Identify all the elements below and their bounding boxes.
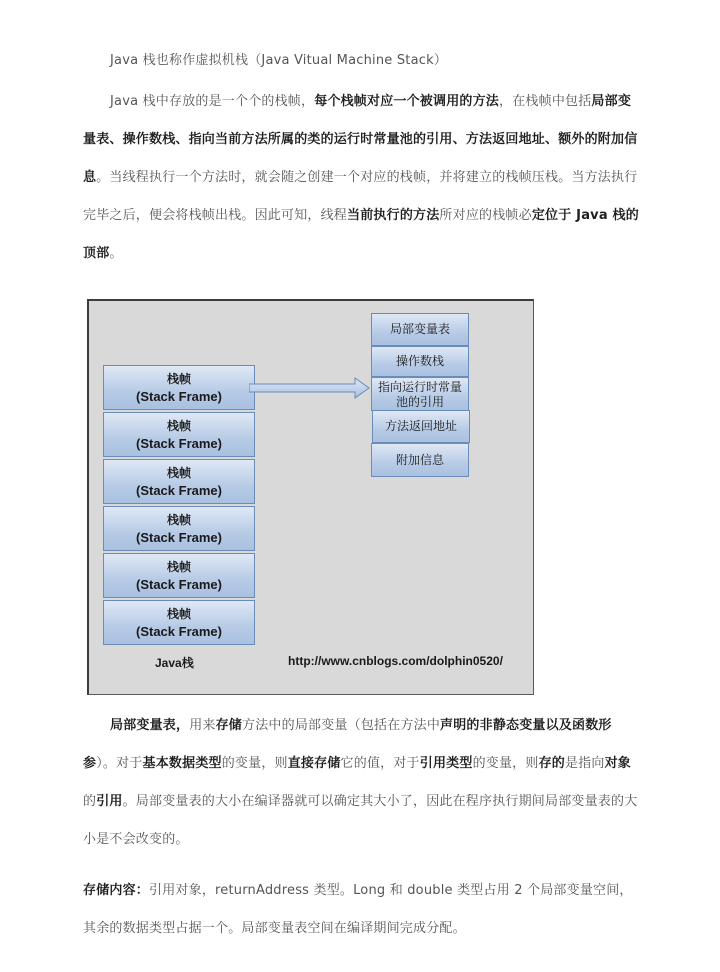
text-segment: 栈也称作虚拟机栈（	[138, 53, 262, 68]
bold-text: 存储内容：	[83, 883, 150, 898]
stack-frame-box	[103, 459, 255, 504]
frame-label-en: (Stack Frame)	[136, 436, 222, 451]
component-label: 方法返回地址	[384, 419, 457, 433]
source-url: http://www.cnblogs.com/dolphin0520/	[288, 654, 503, 668]
bold-text: 局部变量表，	[110, 718, 190, 733]
frame-label-cn: 栈帧	[166, 607, 191, 621]
component-label: 附加信息	[395, 453, 444, 467]
component-return-address	[372, 410, 470, 443]
text-segment: 个局部变量空间，其余的数据类型占据一个。局部变量表空间在编译期间完成分配。	[83, 883, 633, 936]
text-segment: Java	[110, 94, 139, 109]
bold-text: 局部变量表、操作数栈、指向当前方法所属的类的运行时常量池的引用、方法返回地址、额外的附加信息	[83, 94, 638, 185]
bold-text: 对象	[604, 756, 631, 771]
text-segment: 所对应的栈帧必	[439, 208, 532, 223]
frame-label-en: (Stack Frame)	[136, 577, 222, 592]
frame-label-en: (Stack Frame)	[136, 624, 222, 639]
component-operand-stack	[371, 346, 469, 377]
text-segment: 和	[385, 883, 408, 898]
frame-label-cn: 栈帧	[166, 419, 191, 433]
bold-text: 引用	[96, 794, 123, 809]
text-segment: 的	[83, 794, 97, 809]
stack-frame-box	[103, 600, 255, 645]
component-label: 指向运行时常量	[377, 380, 462, 394]
text-segment: Long	[353, 883, 386, 898]
stack-frame-box	[103, 506, 255, 551]
stack-frame-box	[103, 553, 255, 598]
intro-paragraph	[83, 42, 643, 80]
text-segment: 的变量，则	[221, 756, 288, 771]
text-segment: 的变量，则	[472, 756, 539, 771]
text-segment: ）。对于	[96, 756, 143, 771]
bold-text: 每个栈帧对应一个被调用的方法	[314, 94, 500, 109]
text-segment: 类型。	[309, 883, 354, 898]
text-segment: Java Vitual Machine Stack	[261, 53, 434, 68]
bold-text: 直接存储	[287, 756, 341, 771]
component-constant-pool-ref	[371, 377, 469, 411]
frame-label-cn: 栈帧	[166, 372, 191, 386]
component-extra-info	[371, 443, 469, 477]
component-local-variable-table	[371, 313, 469, 346]
stack-frame-box	[103, 365, 255, 410]
component-label: 池的引用	[395, 395, 444, 409]
bold-text: 当前执行的方法	[347, 208, 440, 223]
text-segment: 方法中的局部变量（包括在方法中	[242, 718, 441, 733]
java-stack-diagram	[87, 299, 534, 695]
stack-frame-paragraph	[83, 83, 643, 273]
text-segment: 它的值，对于	[340, 756, 420, 771]
text-segment: 引用对象，	[149, 883, 216, 898]
bold-text: 基本数据类型	[142, 756, 222, 771]
frame-label-en: (Stack Frame)	[136, 483, 222, 498]
bold-text: 定位于 Java 栈的顶部	[83, 208, 639, 261]
bold-text: 引用类型	[419, 756, 473, 771]
frame-label-cn: 栈帧	[166, 466, 191, 480]
text-segment: 是指向	[564, 756, 605, 771]
storage-content-paragraph	[83, 872, 643, 948]
text-segment: 用来	[189, 718, 216, 733]
bold-text: 存的	[538, 756, 565, 771]
frame-label-cn: 栈帧	[166, 560, 191, 574]
text-segment: 类型占用	[452, 883, 515, 898]
text-segment: 2	[514, 883, 523, 898]
text-segment: double	[407, 883, 453, 898]
text-segment: 。当线程执行一个方法时，就会随之创建一个对应的栈帧，并将建立的栈帧压栈。当方法执行完毕之后，便会将栈帧出栈。因此可知，线程	[83, 170, 638, 223]
bold-text: 存储	[215, 718, 243, 733]
text-segment: 。局部变量表的大小在编译器就可以确定其大小了，因此在程序执行期间局部变量表的大小是不会改变的。	[83, 794, 638, 847]
text-segment: ，在栈帧中包括	[499, 94, 592, 109]
stack-frame-box	[103, 412, 255, 457]
text-segment: ）	[433, 53, 448, 68]
text-segment: 。	[109, 246, 123, 261]
arrow-right-icon	[249, 376, 371, 400]
component-label: 操作数栈	[395, 354, 444, 368]
frame-label-en: (Stack Frame)	[136, 530, 222, 545]
component-label: 局部变量表	[389, 322, 450, 336]
frame-label-cn: 栈帧	[166, 513, 191, 527]
stack-caption: Java栈	[155, 656, 194, 670]
text-segment: returnAddress	[215, 883, 310, 898]
bold-text: 声明的非静态变量以及函数形参	[83, 718, 612, 771]
local-variable-table-paragraph	[83, 707, 643, 859]
text-java: Java	[110, 53, 139, 68]
frame-label-en: (Stack Frame)	[136, 389, 222, 404]
text-segment: 栈中存放的是一个个的栈帧，	[138, 94, 315, 109]
